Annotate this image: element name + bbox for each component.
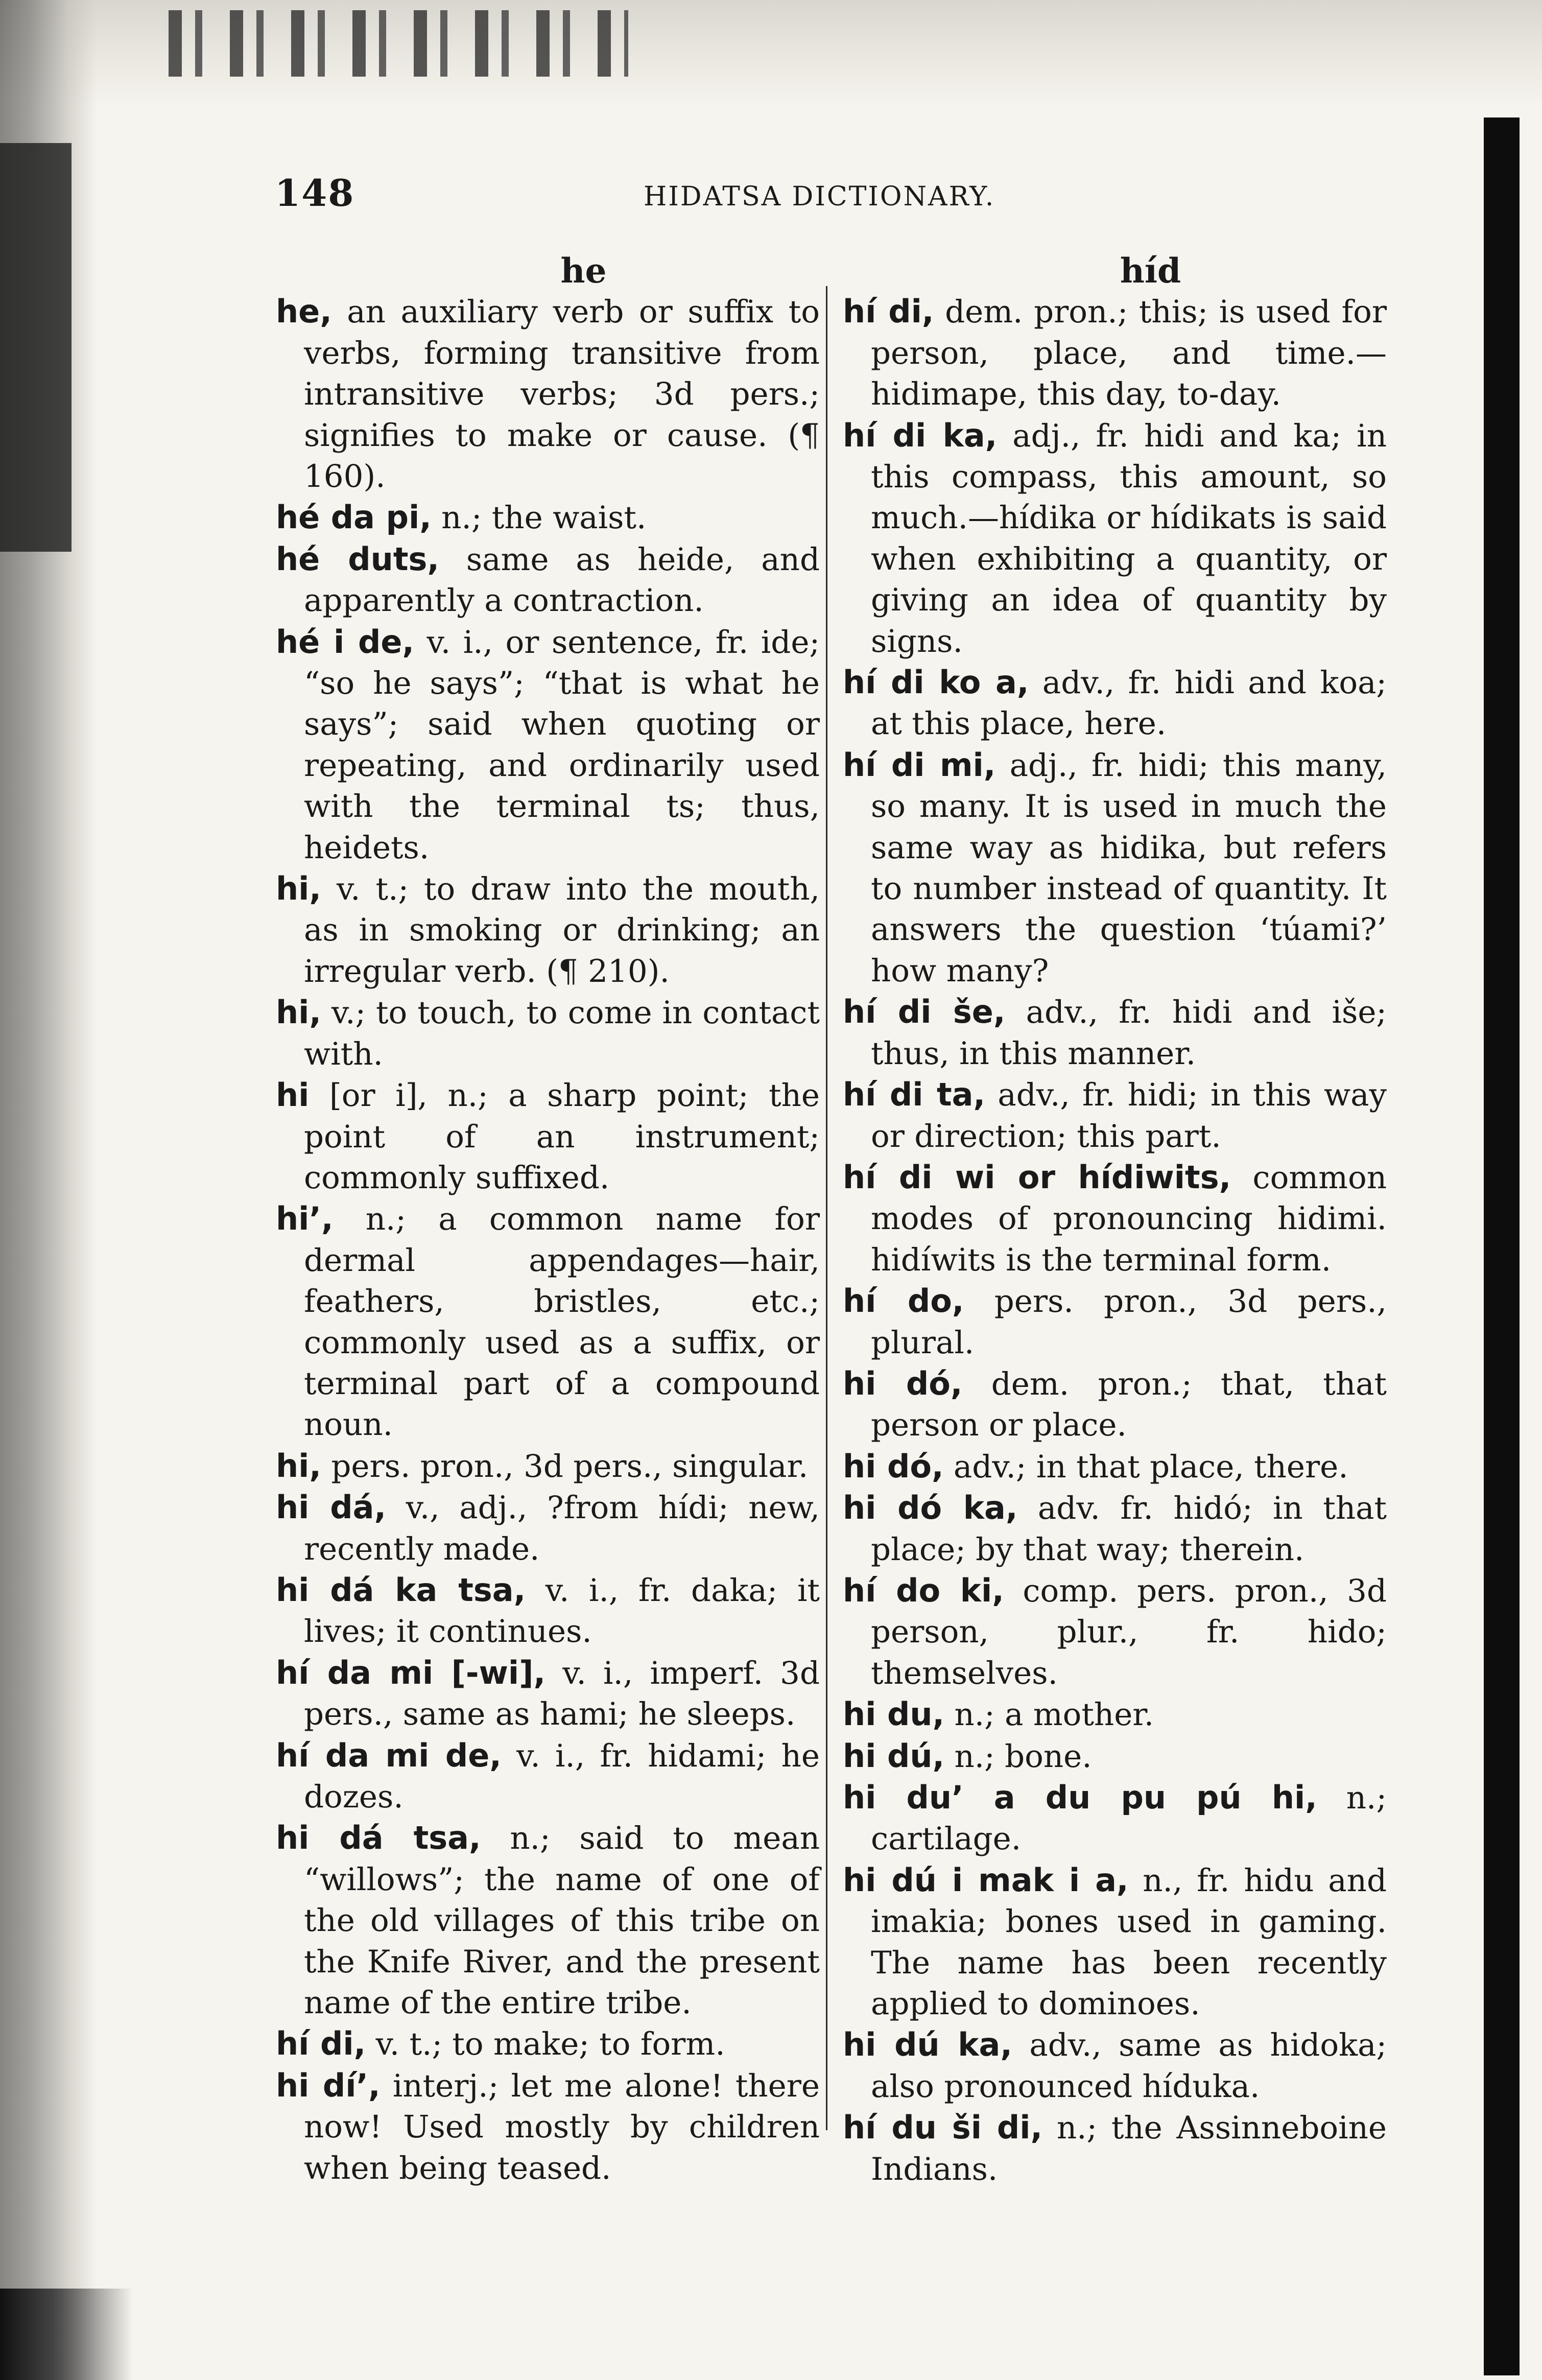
dictionary-entry [276, 1735, 820, 1818]
scan-ink-marks [169, 10, 628, 77]
dictionary-entry [276, 1570, 820, 1653]
entry-headword: hí di šе, [843, 993, 1006, 1031]
dictionary-entry [843, 1363, 1387, 1446]
dictionary-entry [276, 1075, 820, 1198]
entry-headword: hi dá ka tsa, [276, 1571, 526, 1609]
entry-headword: hí du ši di, [843, 2109, 1043, 2147]
entry-headword: hí di wi or hídiwits, [843, 1158, 1231, 1196]
entry-headword: hí di, [843, 293, 934, 331]
dictionary-entry [843, 2107, 1387, 2190]
dictionary-entry [843, 291, 1387, 415]
dictionary-entry [843, 745, 1387, 992]
dictionary-entry [276, 622, 820, 868]
dictionary-entry [843, 1446, 1387, 1488]
entry-headword: hé da pi, [276, 499, 432, 536]
dictionary-entry [276, 1653, 820, 1735]
dictionary-entry [843, 1488, 1387, 1570]
entry-definition: v. t.; to make; to form. [366, 2026, 725, 2063]
entry-headword: hi’, [276, 1200, 334, 1238]
dictionary-entry [843, 1570, 1387, 1694]
dictionary-entry [276, 2065, 820, 2189]
entry-headword: hi du’ a du pu pú hi, [843, 1779, 1317, 1817]
entry-definition: v. i., fr. daka; it lives; it continues. [304, 1572, 820, 1650]
entry-headword: hí da mi [-wi], [276, 1654, 546, 1691]
scan-right-bar [1484, 117, 1520, 2375]
running-head: HIDATSA DICTIONARY. [644, 181, 995, 212]
dictionary-entry [276, 1487, 820, 1570]
entry-headword: hí di ka, [843, 416, 998, 454]
entry-headword: hi du, [843, 1695, 945, 1733]
entry-definition: n.; the Assinneboine Indians. [871, 2110, 1387, 2187]
entry-definition: v. i., fr. hidami; he dozes. [304, 1737, 820, 1816]
entry-definition: n.; cartilage. [871, 1780, 1387, 1857]
right-column [843, 250, 1387, 2190]
page-number: 148 [275, 171, 355, 215]
scan-bottom-corner [0, 2289, 133, 2380]
entry-definition: n.; the waist. [431, 500, 647, 536]
entry-definition: adj., fr. hidi; this many, so many. It is used in much the same way as hidika, but refers to number instead of quantity. It answers the question ‘túami?’ how many? [871, 747, 1387, 989]
entry-definition: dem. pron.; this; is used for person, place, and time.—hidimape, this day, to-day. [871, 294, 1387, 413]
entry-definition: pers. pron., 3d pers., plural. [871, 1283, 1387, 1361]
dictionary-entry [843, 1777, 1387, 1860]
entry-headword: hi, [276, 870, 321, 908]
entry-definition: adv., fr. hidi; in this way or direction; this part. [871, 1077, 1387, 1154]
entry-definition: common modes of pronouncing hidimi. hidíwits is the terminal form. [871, 1159, 1387, 1278]
entry-definition: v. i., or sentence, fr. ide; “so he says”; “that is what he says”; said when quoting or repeating, and ordinarily used with the terminal ts; thus, heidets. [304, 624, 820, 866]
entry-headword: hi dú i mak i a, [843, 1861, 1129, 1899]
entry-headword: hi dá, [276, 1489, 386, 1526]
entry-definition: same as heide, and apparently a contraction. [304, 541, 820, 619]
dictionary-entry [843, 1860, 1387, 2025]
entry-headword: hé duts, [276, 540, 439, 578]
entry-headword: hí di, [276, 2025, 366, 2063]
entry-definition: n.; a mother. [944, 1696, 1154, 1733]
entry-definition: an auxiliary verb or suffix to verbs, forming transitive from intransitive verbs; 3d pers.; signifies to make or cause. (¶ 160). [304, 294, 820, 495]
entry-definition: adv.; in that place, there. [943, 1448, 1348, 1485]
dictionary-entry [843, 1281, 1387, 1363]
entry-headword: hi, [276, 1447, 321, 1484]
entry-definition: adj., fr. hidi and ka; in this compass, this amount, so much.—hídika or hídikats is said when exhibiting a quantity, or giving an idea of quantity by signs. [871, 417, 1387, 659]
entry-headword: hi [276, 1076, 310, 1114]
entry-definition: comp. pers. pron., 3d person, plur., fr. hido; themselves. [871, 1572, 1387, 1691]
dictionary-entry [276, 2023, 820, 2065]
entry-definition: n.; a common name for dermal appendages—hair, feathers, bristles, etc.; commonly used as a suffix, or terminal part of a compound noun. [304, 1201, 820, 1443]
entry-definition: v. i., imperf. 3d pers., same as hami; he sleeps. [304, 1655, 820, 1733]
dictionary-entry [843, 1736, 1387, 1777]
entry-headword: hí di mi, [843, 746, 996, 784]
entry-definition: v., adj., ?from hídi; new, recently made. [304, 1490, 820, 1567]
entry-headword: he, [276, 293, 332, 331]
left-column [276, 250, 820, 2189]
dictionary-entry [843, 2024, 1387, 2107]
entry-headword: hi dó, [843, 1447, 944, 1485]
dictionary-entry [276, 868, 820, 992]
entry-headword: hí do, [843, 1282, 964, 1320]
entry-definition: adv. fr. hidó; in that place; by that way; therein. [871, 1490, 1387, 1568]
entry-headword: hé i de, [276, 623, 414, 661]
entry-headword: hí di ko a, [843, 664, 1029, 701]
entry-headword: hí da mi de, [276, 1736, 502, 1774]
entry-definition: adv., same as hidoka; also pronounced híduka. [871, 2027, 1387, 2105]
dictionary-entry [843, 662, 1387, 745]
entry-definition: pers. pron., 3d pers., singular. [321, 1448, 809, 1484]
entry-definition: [or i], n.; a sharp point; the point of an instrument; commonly suffixed. [304, 1077, 820, 1196]
dictionary-entry [276, 992, 820, 1075]
entry-definition: dem. pron.; that, that person or place. [871, 1365, 1387, 1444]
entry-list-right [843, 291, 1387, 2190]
entry-headword: hi dó, [843, 1364, 963, 1402]
scan-left-block [0, 143, 72, 552]
entry-headword: hi dú, [843, 1737, 945, 1775]
entry-headword: hí do ki, [843, 1571, 1004, 1609]
entry-headword: hi dá tsa, [276, 1819, 481, 1857]
entry-headword: hi dí’, [276, 2066, 381, 2104]
entry-definition: n., fr. hidu and imakia; bones used in gaming. The name has been recently applied to dominoes. [871, 1862, 1387, 2022]
column-divider [826, 286, 827, 2130]
dictionary-entry [843, 1074, 1387, 1157]
entry-definition: adv., fr. hidi and iše; thus, in this manner. [871, 994, 1387, 1072]
entry-definition: adv., fr. hidi and koa; at this place, here. [871, 665, 1387, 742]
dictionary-entry [276, 291, 820, 497]
entry-headword: hí di ta, [843, 1076, 986, 1114]
entry-list-left [276, 291, 820, 2189]
dictionary-entry [276, 1198, 820, 1445]
dictionary-entry [276, 539, 820, 622]
entry-definition: interj.; let me alone! there now! Used mostly by children when being teased. [304, 2067, 820, 2186]
guide-word-left: he [560, 251, 607, 291]
dictionary-entry [843, 992, 1387, 1074]
guide-word-right: híd [1120, 251, 1181, 291]
dictionary-entry [843, 415, 1387, 662]
entry-headword: hi dú ka, [843, 2026, 1012, 2064]
dictionary-entry [276, 1446, 820, 1487]
dictionary-entry [276, 497, 820, 538]
entry-definition: v. t.; to draw into the mouth, as in smoking or drinking; an irregular verb. (¶ 210). [304, 871, 820, 989]
entry-headword: hi dó ka, [843, 1489, 1018, 1527]
entry-definition: n.; bone. [944, 1738, 1092, 1775]
dictionary-entry [843, 1157, 1387, 1281]
entry-definition: n.; said to mean “willows”; the name of one of the old villages of this tribe on the Knife River, and the present name of the entire tribe. [304, 1820, 820, 2021]
dictionary-entry [276, 1818, 820, 2023]
dictionary-entry [843, 1694, 1387, 1735]
entry-headword: hi, [276, 994, 321, 1031]
entry-definition: v.; to touch, to come in contact with. [304, 995, 820, 1072]
